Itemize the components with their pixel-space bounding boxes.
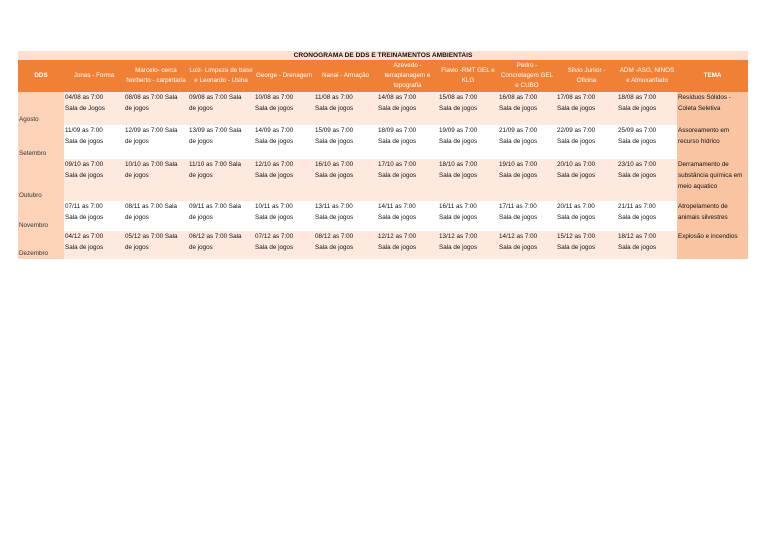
- month-cell: Agosto: [18, 92, 64, 125]
- cell-date: 15/12 as 7:00: [557, 233, 596, 240]
- cell-date: 14/12 as 7:00: [499, 233, 538, 240]
- cell-date: 08/12 as 7:00: [315, 233, 354, 240]
- cell-date: 10/10 as 7:00 Sala: [125, 161, 178, 168]
- schedule-cell: [617, 159, 677, 201]
- schedule-cell: [124, 159, 188, 201]
- cell-location: Sala de jogos: [557, 105, 596, 112]
- schedule-cell: [617, 125, 677, 159]
- schedule-cell: [438, 159, 498, 201]
- header-column: Flavio -RMT GEL e KLG: [438, 60, 498, 92]
- month-cell: Outubro: [18, 159, 64, 201]
- schedule-cell: [438, 201, 498, 231]
- schedule-cell: [124, 125, 188, 159]
- cell-date: 25/09 as 7:00: [618, 127, 657, 134]
- table-row: [18, 231, 748, 259]
- cell-date: 13/09 as 7:00 Sala: [189, 127, 242, 134]
- cell-date: 15/08 as 7:00: [439, 94, 478, 101]
- schedule-cell: [556, 92, 617, 125]
- header-tema: TEMA: [677, 60, 748, 92]
- cell-date: 12/09 as 7:00 Sala: [125, 127, 178, 134]
- tema-cell: Atropelamento de animais silvestres: [677, 201, 748, 231]
- cell-date: 18/09 as 7:00: [378, 127, 417, 134]
- cell-date: 09/08 as 7:00 Sala: [189, 94, 242, 101]
- cell-location: Sala de jogos: [499, 138, 538, 145]
- schedule-cell: [498, 231, 556, 259]
- schedule-cell: [377, 92, 438, 125]
- cell-location: Sala de jogos: [439, 172, 478, 179]
- cell-date: 14/08 as 7:00: [378, 94, 417, 101]
- cell-location: Sala de jogos: [255, 105, 294, 112]
- cell-date: 11/08 as 7:00: [315, 94, 353, 101]
- schedule-cell: [64, 201, 124, 231]
- schedule-cell: [124, 231, 188, 259]
- cell-location: Sala de jogos: [65, 244, 104, 251]
- cell-location: Sala de jogos: [65, 138, 104, 145]
- cell-date: 07/12 as 7:00: [255, 233, 294, 240]
- cell-location: Sala de jogos: [315, 105, 354, 112]
- cell-date: 18/08 as 7:00: [618, 94, 657, 101]
- header-column: Azevedo - terraplanagem e topografia: [377, 60, 438, 92]
- schedule-cell: [314, 159, 377, 201]
- cell-location: Sala de jogos: [315, 138, 354, 145]
- cell-location: de jogos: [189, 244, 213, 251]
- schedule-cell: [314, 231, 377, 259]
- cell-location: Sala de jogos: [499, 105, 538, 112]
- cell-location: Sala de jogos: [618, 172, 657, 179]
- month-cell: Dezembro: [18, 231, 64, 259]
- schedule-cell: [556, 231, 617, 259]
- cell-date: 09/10 as 7:00: [65, 161, 104, 168]
- cell-date: 21/09 as 7:00: [499, 127, 538, 134]
- month-cell: Setembro: [18, 125, 64, 159]
- cell-date: 16/11 as 7:00: [439, 203, 477, 210]
- schedule-cell: [314, 92, 377, 125]
- schedule-cell: [64, 159, 124, 201]
- cell-location: Sala de Jogos: [65, 105, 105, 112]
- cell-location: de jogos: [189, 105, 213, 112]
- cell-location: Sala de jogos: [439, 105, 478, 112]
- cell-location: de jogos: [189, 172, 213, 179]
- schedule-cell: [254, 159, 314, 201]
- cell-date: 05/12 as 7:00 Sala: [125, 233, 178, 240]
- cell-date: 11/10 as 7:00 Sala: [189, 161, 242, 168]
- cell-location: Sala de jogos: [439, 138, 478, 145]
- table-row: [18, 159, 748, 201]
- cell-date: 13/11 as 7:00: [315, 203, 353, 210]
- schedule-cell: [498, 125, 556, 159]
- header-column: Jonas - Forma: [64, 60, 124, 92]
- schedule-cell: [254, 231, 314, 259]
- cell-location: de jogos: [189, 214, 213, 221]
- cell-location: Sala de jogos: [255, 244, 294, 251]
- cell-location: Sala de jogos: [439, 214, 478, 221]
- header-column: Nanai - Armação: [314, 60, 377, 92]
- schedule-cell: [617, 201, 677, 231]
- tema-cell: Explosão e incendios: [677, 231, 748, 259]
- schedule-cell: [438, 125, 498, 159]
- cell-date: 17/08 as 7:00: [557, 94, 596, 101]
- tema-cell: Assoreamento em recurso hídrico: [677, 125, 748, 159]
- cell-location: de jogos: [125, 105, 149, 112]
- cell-date: 20/10 as 7:00: [557, 161, 596, 168]
- schedule-cell: [556, 159, 617, 201]
- schedule-cell: [377, 201, 438, 231]
- schedule-cell: [254, 92, 314, 125]
- cell-date: 12/12 as 7:00: [378, 233, 417, 240]
- cell-date: 12/10 as 7:00: [255, 161, 294, 168]
- cell-date: 14/11 as 7:00: [378, 203, 416, 210]
- cell-date: 19/09 as 7:00: [439, 127, 478, 134]
- cell-date: 22/09 as 7:00: [557, 127, 596, 134]
- cell-location: Sala de jogos: [618, 138, 657, 145]
- schedule-cell: [377, 159, 438, 201]
- schedule-cell: [617, 231, 677, 259]
- cell-location: Sala de jogos: [378, 214, 417, 221]
- cell-date: 16/10 as 7:00: [315, 161, 354, 168]
- table-row: [18, 92, 748, 125]
- cell-location: de jogos: [125, 244, 149, 251]
- header-column: Silvio Junior - Oficina: [556, 60, 617, 92]
- cell-location: Sala de jogos: [499, 172, 538, 179]
- tema-cell: Derramamento de substância química em meio aquatico: [677, 159, 748, 201]
- cell-location: Sala de jogos: [378, 138, 417, 145]
- schedule-cell: [498, 92, 556, 125]
- schedule-cell: [498, 201, 556, 231]
- cell-location: Sala de jogos: [315, 244, 354, 251]
- cell-location: Sala de jogos: [499, 244, 538, 251]
- cell-date: 17/11 as 7:00: [499, 203, 537, 210]
- cell-location: Sala de jogos: [255, 138, 294, 145]
- schedule-cell: [438, 92, 498, 125]
- schedule-cell: [124, 201, 188, 231]
- schedule-cell: [377, 231, 438, 259]
- header-dds: DDS: [18, 60, 64, 92]
- schedule-cell: [556, 125, 617, 159]
- cell-location: Sala de jogos: [255, 214, 294, 221]
- cell-date: 23/10 as 7:00: [618, 161, 657, 168]
- table-row: [18, 201, 748, 231]
- cell-date: 18/12 as 7:00: [618, 233, 657, 240]
- schedule-cell: [254, 201, 314, 231]
- header-column: ADM -ASG, NINOS e Almoxarifado: [617, 60, 677, 92]
- cell-location: Sala de jogos: [557, 138, 596, 145]
- schedule-cell: [314, 201, 377, 231]
- schedule-cell: [438, 231, 498, 259]
- header-column: Marcelo- cerca Norberto - carpintaria: [124, 60, 188, 92]
- cell-location: Sala de jogos: [557, 172, 596, 179]
- table-row: [18, 125, 748, 159]
- schedule-cell: [498, 159, 556, 201]
- schedule-cell: [254, 125, 314, 159]
- schedule-cell: [556, 201, 617, 231]
- cell-date: 08/08 as 7:00 Sala: [125, 94, 178, 101]
- cell-location: Sala de jogos: [557, 244, 596, 251]
- cell-location: Sala de jogos: [378, 244, 417, 251]
- cell-date: 15/09 as 7:00: [315, 127, 354, 134]
- cell-date: 18/10 as 7:00: [439, 161, 478, 168]
- cell-location: Sala de jogos: [618, 214, 657, 221]
- cell-date: 06/12 as 7:00 Sala: [189, 233, 242, 240]
- cell-date: 09/11 as 7:00 Sala: [189, 203, 242, 210]
- cell-location: Sala de jogos: [378, 105, 417, 112]
- cell-location: Sala de jogos: [65, 172, 104, 179]
- cell-date: 17/10 as 7:00: [378, 161, 417, 168]
- cell-location: Sala de jogos: [315, 214, 354, 221]
- schedule-cell: [124, 92, 188, 125]
- cell-location: de jogos: [189, 138, 213, 145]
- schedule-cell: [377, 125, 438, 159]
- schedule-cell: [188, 92, 254, 125]
- month-cell: Novembro: [18, 201, 64, 231]
- header-row: [18, 60, 748, 92]
- schedule-cell: [188, 159, 254, 201]
- header-column: Luiz- Limpeza de base e Leonardo - Usina: [188, 60, 254, 92]
- cell-date: 04/08 as 7:00: [65, 94, 104, 101]
- cell-date: 10/11 as 7:00: [255, 203, 293, 210]
- cell-date: 16/08 as 7:00: [499, 94, 538, 101]
- cell-date: 14/09 as 7:00: [255, 127, 294, 134]
- cell-location: de jogos: [125, 214, 149, 221]
- cell-location: Sala de jogos: [557, 214, 596, 221]
- cell-location: Sala de jogos: [618, 244, 657, 251]
- cell-date: 08/11 as 7:00 Sala: [125, 203, 178, 210]
- cell-location: Sala de jogos: [499, 214, 538, 221]
- cell-location: Sala de jogos: [65, 214, 104, 221]
- header-column: Pedro - Concretagem GEL e CUBO: [498, 60, 556, 92]
- cell-date: 19/10 as 7:00: [499, 161, 538, 168]
- schedule-cell: [188, 125, 254, 159]
- cell-location: Sala de jogos: [378, 172, 417, 179]
- cell-date: 11/09 as 7:00: [65, 127, 103, 134]
- cell-location: Sala de jogos: [618, 105, 657, 112]
- cell-location: de jogos: [125, 172, 149, 179]
- cell-location: Sala de jogos: [439, 244, 478, 251]
- header-column: George - Drenagem: [254, 60, 314, 92]
- schedule-body: [18, 92, 748, 259]
- schedule-cell: [188, 231, 254, 259]
- cell-date: 13/12 as 7:00: [439, 233, 478, 240]
- tema-cell: Resíduos Sólidos - Coleta Seletiva: [677, 92, 748, 125]
- cell-date: 20/11 as 7:00: [557, 203, 595, 210]
- cell-location: de jogos: [125, 138, 149, 145]
- cell-date: 21/11 as 7:00: [618, 203, 656, 210]
- cell-date: 04/12 as 7:00: [65, 233, 104, 240]
- cell-location: Sala de jogos: [315, 172, 354, 179]
- cell-date: 10/08 as 7:00: [255, 94, 294, 101]
- schedule-cell: [617, 92, 677, 125]
- cell-location: Sala de jogos: [255, 172, 294, 179]
- cell-date: 07/11 as 7:00: [65, 203, 103, 210]
- schedule-cell: [64, 92, 124, 125]
- schedule-cell: [64, 231, 124, 259]
- schedule-table: [18, 51, 748, 259]
- schedule-cell: [188, 201, 254, 231]
- sheet-title: CRONOGRAMA DE DDS E TREINAMENTOS AMBIENTAIS: [18, 51, 748, 60]
- schedule-cell: [64, 125, 124, 159]
- schedule-cell: [314, 125, 377, 159]
